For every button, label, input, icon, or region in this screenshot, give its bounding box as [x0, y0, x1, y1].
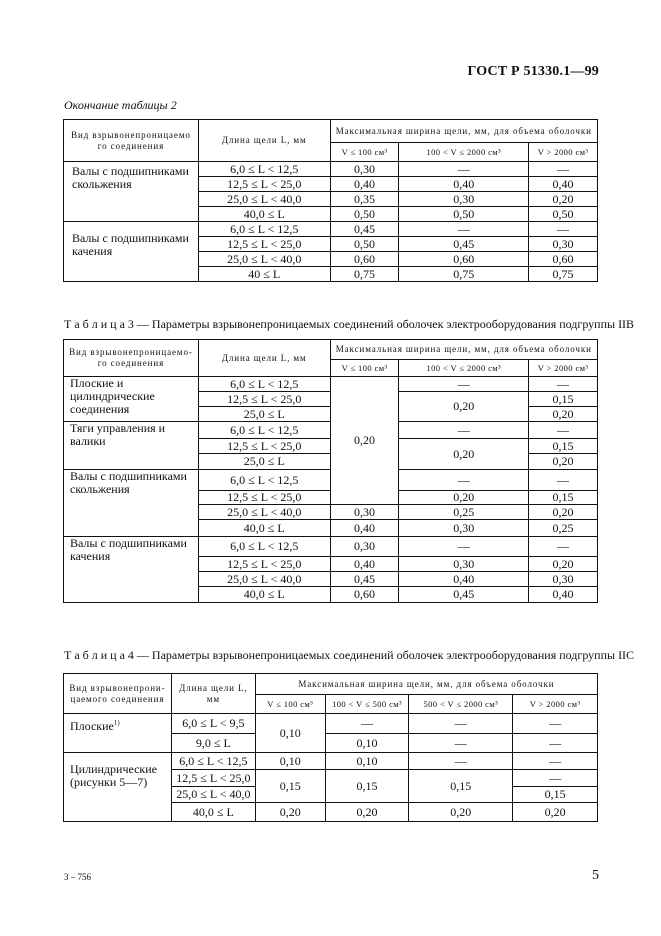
- cell: —: [513, 753, 598, 770]
- cell: 0,60: [399, 252, 529, 267]
- cell: 0,30: [330, 505, 399, 520]
- cell: —: [513, 714, 598, 734]
- cell: —: [399, 222, 529, 237]
- col-v3: V > 2000 см³: [529, 143, 598, 162]
- table-row: [64, 714, 598, 734]
- cell: 12,5 ≤ L < 25,0: [198, 177, 330, 192]
- cell: 0,30: [399, 557, 529, 572]
- cell: 12,5 ≤ L < 25,0: [198, 557, 330, 572]
- col-v1: V ≤ 100 см³: [330, 143, 399, 162]
- cell: 0,75: [529, 267, 598, 282]
- joint-type: Плоские и цилиндрические соединения: [64, 377, 199, 422]
- cell: 0,10: [325, 753, 409, 770]
- cell: 25,0 ≤ L: [198, 454, 330, 470]
- col-length: Длина щели L, мм: [198, 120, 330, 162]
- cell: —: [409, 714, 513, 734]
- cell: 0,45: [330, 222, 399, 237]
- cell: —: [325, 714, 409, 734]
- cell: 0,35: [330, 192, 399, 207]
- col-v2: 100 < V ≤ 500 см³: [325, 695, 409, 714]
- cell: 0,10: [255, 753, 325, 770]
- cell: 6,0 ≤ L < 12,5: [198, 222, 330, 237]
- cell: 0,20: [325, 803, 409, 822]
- cell: 0,40: [529, 587, 598, 603]
- cell: —: [409, 734, 513, 753]
- cell: —: [399, 537, 529, 557]
- cell: —: [529, 377, 598, 392]
- col-length: Длина щели L, мм: [198, 340, 330, 377]
- cell: 0,40: [529, 177, 598, 192]
- cell: 0,40: [330, 177, 399, 192]
- cell: 12,5 ≤ L < 25,0: [198, 439, 330, 454]
- cell: 0,50: [330, 207, 399, 222]
- cell: 25,0 ≤ L < 40,0: [198, 252, 330, 267]
- cell: 6,0 ≤ L < 12,5: [198, 470, 330, 491]
- cell: 0,20: [529, 557, 598, 572]
- table-4: [63, 673, 598, 822]
- cell: 0,50: [330, 237, 399, 252]
- cell: —: [529, 470, 598, 491]
- cell: —: [513, 770, 598, 787]
- cell: 0,15: [529, 491, 598, 505]
- cell: 0,50: [399, 207, 529, 222]
- cell: 0,25: [529, 520, 598, 537]
- col-max-width: Максимальная ширина щели, мм, для объема оболочки: [255, 674, 597, 695]
- cell: 0,40: [330, 520, 399, 537]
- cell: 0,60: [330, 252, 399, 267]
- cell: —: [399, 470, 529, 491]
- col-v2: 100 < V ≤ 2000 см³: [399, 143, 529, 162]
- cell: 0,20: [529, 407, 598, 422]
- joint-type: Валы с подшипниками скольжения: [64, 470, 199, 537]
- col-kind: Вид взрывонепрони- цаемого соединения: [64, 674, 172, 714]
- col-kind: Вид взрывонепроницаемо го соединения: [64, 120, 199, 162]
- cell: 0,30: [529, 572, 598, 587]
- cell: 25,0 ≤ L < 40,0: [171, 787, 255, 803]
- cell: 0,60: [330, 587, 399, 603]
- cell: 40 ≤ L: [198, 267, 330, 282]
- cell: 0,15: [529, 392, 598, 407]
- col-v3: 500 < V ≤ 2000 см³: [409, 695, 513, 714]
- joint-type: Цилиндрические (рисунки 5—7): [64, 753, 172, 822]
- merged-cell: 0,10: [255, 714, 325, 753]
- cell: 0,60: [529, 252, 598, 267]
- document-number: ГОСТ Р 51330.1—99: [467, 64, 599, 79]
- col-kind: Вид взрывонепроницаемо- го соединения: [64, 340, 199, 377]
- cell: 0,30: [399, 520, 529, 537]
- col-length: Длина щели L, мм: [171, 674, 255, 714]
- cell: 25,0 ≤ L < 40,0: [198, 192, 330, 207]
- table-row: [64, 162, 598, 177]
- merged-cell: 0,15: [255, 770, 325, 803]
- cell: 0,45: [330, 572, 399, 587]
- cell: 9,0 ≤ L: [171, 734, 255, 753]
- merged-cell: 0,20: [330, 377, 399, 505]
- cell: 0,50: [529, 207, 598, 222]
- joint-type-label: Плоские: [70, 719, 114, 733]
- cell: 25,0 ≤ L < 40,0: [198, 572, 330, 587]
- print-code: 3 – 756: [64, 872, 91, 882]
- col-v3: V > 2000 см³: [529, 360, 598, 377]
- table4-caption: Т а б л и ц а 4 — Параметры взрывонепроницаемых соединений оболочек электрооборудования подгруппы IIC: [64, 648, 635, 662]
- table-3: [63, 339, 598, 603]
- cell: —: [399, 422, 529, 439]
- joint-type: [64, 714, 172, 753]
- cell: 40,0 ≤ L: [198, 207, 330, 222]
- joint-type: Тяги управления и валики: [64, 422, 199, 470]
- cell: 0,10: [325, 734, 409, 753]
- col-max-width: Максимальная ширина щели, мм, для объема оболочки: [330, 120, 597, 143]
- cell: —: [529, 422, 598, 439]
- cell: 25,0 ≤ L < 40,0: [198, 505, 330, 520]
- joint-type: Валы с подшипниками качения: [64, 537, 199, 603]
- cell: 0,75: [330, 267, 399, 282]
- col-max-width: Максимальная ширина щели, мм, для объема оболочки: [330, 340, 597, 360]
- joint-type: Валы с подшипниками скольжения: [64, 162, 199, 222]
- cell: 0,75: [399, 267, 529, 282]
- merged-cell: 0,15: [325, 770, 409, 803]
- cell: 0,30: [399, 192, 529, 207]
- cell: 0,40: [399, 177, 529, 192]
- cell: 25,0 ≤ L: [198, 407, 330, 422]
- cell: 0,20: [255, 803, 325, 822]
- cell: —: [513, 734, 598, 753]
- cell: 6,0 ≤ L < 12,5: [198, 422, 330, 439]
- cell: 12,5 ≤ L < 25,0: [198, 491, 330, 505]
- col-v1: V ≤ 100 см³: [330, 360, 399, 377]
- cell: —: [409, 753, 513, 770]
- cell: —: [529, 537, 598, 557]
- table-row: [64, 222, 598, 237]
- cell: 40,0 ≤ L: [198, 587, 330, 603]
- cell: —: [529, 222, 598, 237]
- cell: —: [399, 377, 529, 392]
- cell: 0,25: [399, 505, 529, 520]
- cell: —: [399, 162, 529, 177]
- col-v2: 100 < V ≤ 2000 см³: [399, 360, 529, 377]
- table3-caption: Т а б л и ц а 3 — Параметры взрывонепроницаемых соединений оболочек электрооборудования подгруппы IIB: [64, 317, 635, 331]
- table2-caption: Окончание таблицы 2: [64, 98, 177, 112]
- cell: 0,45: [399, 237, 529, 252]
- cell: 0,20: [529, 505, 598, 520]
- cell: 0,30: [330, 537, 399, 557]
- cell: 40,0 ≤ L: [198, 520, 330, 537]
- cell: 12,5 ≤ L < 25,0: [171, 770, 255, 787]
- cell: 0,45: [399, 587, 529, 603]
- cell: 6,0 ≤ L < 12,5: [198, 537, 330, 557]
- merged-cell: 0,20: [399, 392, 529, 422]
- cell: 0,30: [330, 162, 399, 177]
- cell: 6,0 ≤ L < 12,5: [198, 162, 330, 177]
- cell: 0,40: [330, 557, 399, 572]
- cell: 6,0 ≤ L < 12,5: [171, 753, 255, 770]
- cell: 0,30: [529, 237, 598, 252]
- cell: 0,20: [529, 454, 598, 470]
- cell: 0,20: [409, 803, 513, 822]
- footnote-ref: 1): [113, 719, 120, 727]
- cell: 40,0 ≤ L: [171, 803, 255, 822]
- page-number: 5: [592, 868, 599, 883]
- merged-cell: 0,20: [399, 439, 529, 470]
- cell: 0,20: [513, 803, 598, 822]
- cell: 0,20: [399, 491, 529, 505]
- cell: 12,5 ≤ L < 25,0: [198, 237, 330, 252]
- cell: —: [529, 162, 598, 177]
- table-row: [64, 537, 598, 557]
- joint-type: Валы с подшипниками качения: [64, 222, 199, 282]
- merged-cell: 0,15: [409, 770, 513, 803]
- table-row: [64, 753, 598, 770]
- col-v1: V ≤ 100 см³: [255, 695, 325, 714]
- cell: 0,15: [529, 439, 598, 454]
- cell: 0,15: [513, 787, 598, 803]
- cell: 12,5 ≤ L < 25,0: [198, 392, 330, 407]
- cell: 6,0 ≤ L < 9,5: [171, 714, 255, 734]
- cell: 6,0 ≤ L < 12,5: [198, 377, 330, 392]
- table-row: [64, 377, 598, 392]
- cell: 0,40: [399, 572, 529, 587]
- col-v4: V > 2000 см³: [513, 695, 598, 714]
- cell: 0,20: [529, 192, 598, 207]
- table-2: [63, 119, 598, 282]
